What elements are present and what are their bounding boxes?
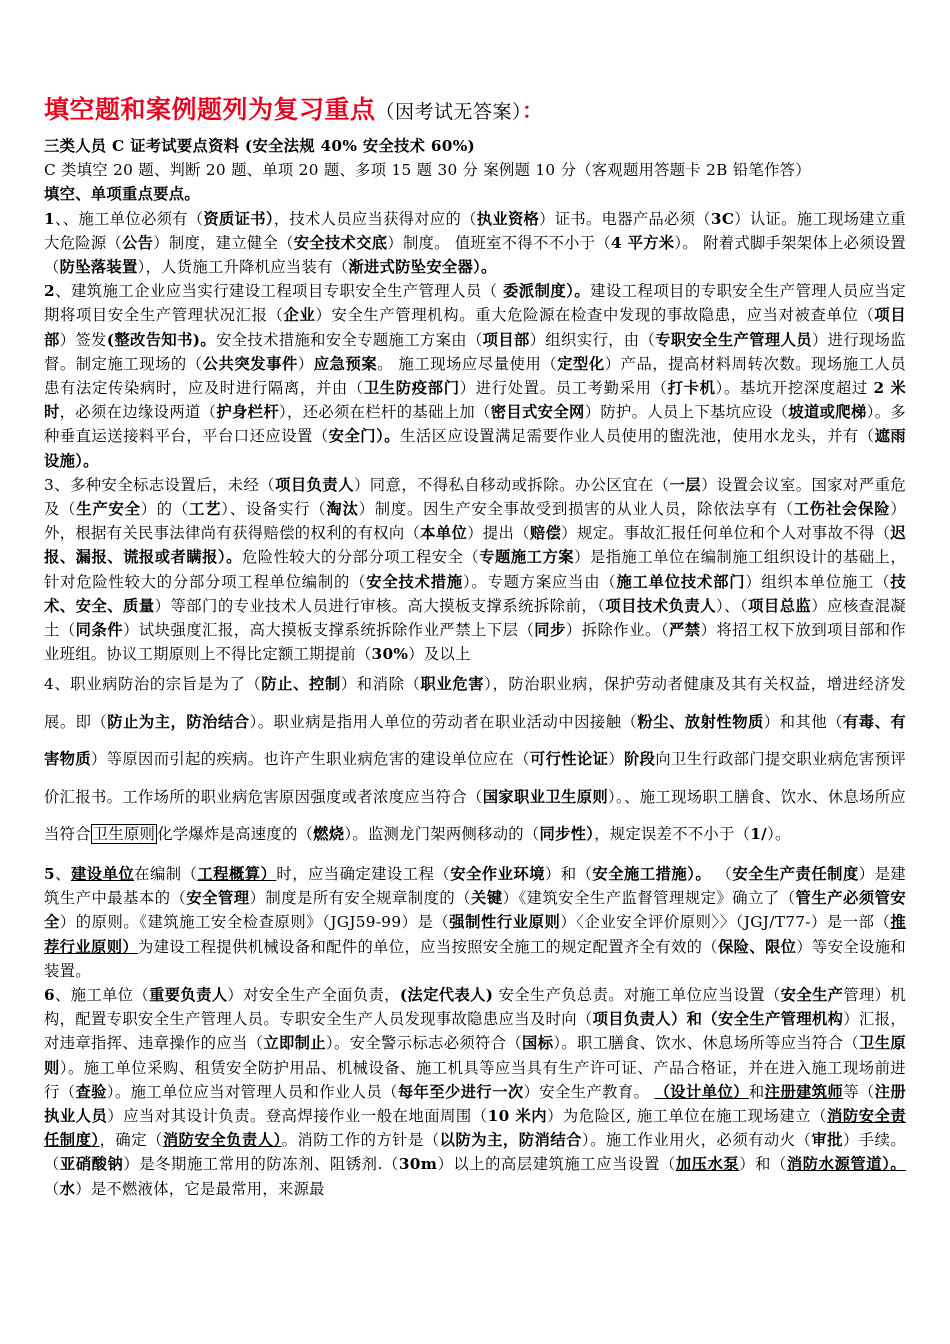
body-text: ） xyxy=(297,354,314,373)
answer-text: 审批 xyxy=(811,1131,843,1150)
answer-text: 同步 xyxy=(534,621,566,640)
body-text: 、 xyxy=(54,864,71,883)
answer-text: 国家职业卫生原则 xyxy=(482,787,609,806)
body-text: ）和（ xyxy=(545,864,593,883)
answer-text: 国标 xyxy=(522,1034,554,1053)
body-text: ）。施工单位采购、租赁安全防护用品、机械设备、施工机具等应当具有生产许可证、产品合格证，并在进入施工现场前进行（ xyxy=(44,1058,906,1101)
answer-text: 4 平方米 xyxy=(611,233,675,252)
body-text: ）进行处置。员工考勤采用（ xyxy=(459,379,668,398)
body-text: （ xyxy=(711,864,733,883)
body-text: ）等原因而引起的疾病。也许产生职业病危害的建设单位应在（ xyxy=(91,750,530,769)
answer-text: 安全生产 xyxy=(780,985,844,1004)
body-text: ）和其他（ xyxy=(763,712,843,731)
body-text: ）组织本单位施工（ xyxy=(745,572,891,591)
body-text: ），还必须在栏杆的基础上加（ xyxy=(279,403,491,422)
paragraph-p5 xyxy=(44,862,906,983)
answer-text: 注册建筑师 xyxy=(764,1082,844,1101)
body-text: ）及以上 xyxy=(408,645,471,664)
answer-text: 企业 xyxy=(283,306,316,325)
body-text: ）、设备实行（ xyxy=(221,500,327,519)
answer-text: 工艺 xyxy=(189,500,222,519)
answer-text: （设计单位） xyxy=(654,1082,749,1101)
body-text: ）和消除（ xyxy=(340,675,421,694)
answer-text: 安全管理 xyxy=(186,889,250,908)
body-text: 卫生原则 xyxy=(92,825,156,844)
answer-text: 同步性） xyxy=(539,825,595,844)
body-text: ）应核查混凝土（ xyxy=(44,596,906,640)
body-text: ）同意，不得私自移动或拆除。办公区宜在（ xyxy=(353,475,670,494)
paragraph-p2 xyxy=(44,279,906,473)
body-text: ），防治职业病，保护劳动者健康及其有关权益，增进经济发展。即（ xyxy=(44,675,906,731)
answer-text: 建设单位 xyxy=(70,864,135,883)
answer-text: 工程概算） xyxy=(197,864,277,883)
answer-text: 执业资格 xyxy=(476,209,540,228)
document-title xyxy=(44,92,906,130)
answer-text: 强制性行业原则 xyxy=(449,913,561,932)
body-text: ）汇报，对违章指挥、违章操作的应当（ xyxy=(44,1010,906,1053)
body-text: ）以上的高层建筑施工应当设置（ xyxy=(437,1155,676,1174)
body-text: ）制度，建立健全（ xyxy=(153,233,294,252)
body-text: ）。施工单位应当对管理人员和作业人员（ xyxy=(106,1082,398,1101)
body-text: ）等部门的专业技术人员进行审核。高大摸板支撑系统拆除前，（ xyxy=(154,596,606,615)
body-text: ）。安全警示标志必须符合（ xyxy=(326,1034,523,1053)
body-text: 向卫生行政部门提交职业病危害预评价汇报书。工作场所的职业病危害原因强度或者浓度应当符合（ xyxy=(44,750,907,806)
answer-text: 以防为主，防消结合 xyxy=(439,1131,582,1150)
answer-text: 委派制度）。 xyxy=(502,282,591,301)
body-text: ）《建筑安全生产监督管理规定》确立了（ xyxy=(502,889,796,908)
answer-text: 3C xyxy=(710,209,735,228)
answer-text: 一层 xyxy=(669,475,702,494)
answer-text: 查验 xyxy=(75,1082,107,1101)
answer-text: 卫生原则 xyxy=(44,1034,906,1077)
intro-line-1: 三类人员 C 证考试要点资料 (安全法规 40% 安全技术 60%) xyxy=(44,137,476,155)
body-text: ）。监测龙门架两侧移动的（ xyxy=(344,825,540,844)
answer-text: 亚硝酸钠 xyxy=(59,1155,124,1174)
body-text: 安全技术措施和安全专题施工方案由（ xyxy=(216,330,483,349)
answer-text: 项目部 xyxy=(482,330,530,349)
answer-text: 粉尘、放射性物质 xyxy=(637,712,764,731)
body-text: 建设工程项目的专职安全生产管理人员应当定期将项目安全生产管理状况汇报（ xyxy=(44,282,906,325)
answer-text: 项目总监 xyxy=(748,596,812,615)
body-text: ）。多种垂直运送接料平台，平台口还应设置（ xyxy=(44,403,906,446)
answer-text: 安全技术交底 xyxy=(293,233,388,252)
body-text: ）将招工权下放到项目部和作业班组。协议工期原则上不得比定额工期提前（ xyxy=(44,621,906,664)
body-text: ）。、施工现场职工膳食、饮水、休息场所应当符合 xyxy=(44,787,907,844)
answer-text: 资质证书） xyxy=(203,209,274,228)
body-text: ）。 附着式脚手架架体上必须设置（ xyxy=(44,233,906,277)
body-text: 和 xyxy=(748,1082,765,1101)
answer-text: 项目技术负责人 xyxy=(605,596,716,615)
answer-text: (法定代表人) xyxy=(399,985,494,1004)
answer-text: 安全技术措施 xyxy=(366,572,463,591)
body-text: 、施工单位（ xyxy=(54,985,150,1004)
answer-text: 施工单位技术部门 xyxy=(616,572,746,591)
body-text: ）的（ xyxy=(140,500,190,519)
answer-text: 应急预案 xyxy=(313,354,378,373)
body-text: ）。基坑开挖深度超过 xyxy=(715,379,874,398)
body-text: ）对安全生产全面负责， xyxy=(227,985,400,1004)
body-text: ）产品，提高材料周转次数。现场施工人员患有法定传染病时，应及时进行隔离，并由（ xyxy=(44,354,906,398)
body-text: ）等安全设施和装置。 xyxy=(44,937,906,980)
answer-text: 项目负责人）和（安全生产管理机构 xyxy=(592,1010,844,1029)
body-text: ，确定（ xyxy=(99,1131,163,1150)
answer-text: 可行性论证 xyxy=(529,750,609,769)
answer-text: 管生产必须管安全 xyxy=(44,889,907,932)
answer-text: 5 xyxy=(44,864,55,883)
body-text: 、、施工单位必须有（ xyxy=(54,209,204,228)
body-text: ）签发 xyxy=(59,330,107,349)
paragraph-p6 xyxy=(44,983,906,1201)
answer-text: 同条件 xyxy=(75,621,124,640)
answer-text: 1 xyxy=(44,209,55,228)
body-text: 时，应当确定建设工程（ xyxy=(276,864,451,883)
body-text: ）拆除作业。（ xyxy=(565,621,669,640)
answer-text: 本单位 xyxy=(420,524,468,543)
answer-text: 燃烧 xyxy=(313,825,345,844)
body-text: ）制度。 值班室不得不不小于（ xyxy=(387,233,611,252)
intro-line-2: C 类填空 20 题、判断 20 题、单项 20 题、多项 15 题 30 分 案例题 10 分（客观题用答题卡 2B 铅笔作答） xyxy=(44,161,811,180)
body-text: 等（ xyxy=(843,1082,875,1101)
answer-text: 迟报、漏报、谎报或者瞒报）。 xyxy=(44,524,907,567)
body-text: ）和（ xyxy=(739,1155,787,1174)
answer-text: 30% xyxy=(371,645,409,664)
body-text: ）为危险区, 施工单位在施工现场建立（ xyxy=(547,1107,827,1125)
body-text: 生活区应设置满足需要作业人员使用的盥洗池，使用水龙头，并有（ xyxy=(400,427,875,446)
answer-text: 赔偿 xyxy=(529,524,562,543)
answer-text: 保险、限位 xyxy=(717,937,797,956)
answer-text: 注册执业人员 xyxy=(44,1082,906,1125)
body-text: 为建设工程提供机械设备和配件的单位，应当按照安全施工的规定配置齐全有效的（ xyxy=(138,937,718,956)
answer-text: 职业危害 xyxy=(420,675,485,694)
paragraph-p4 xyxy=(44,666,906,854)
body-text: ）是冬期施工常用的防冻剂、阻锈剂.（ xyxy=(123,1155,399,1174)
answer-text: 严禁 xyxy=(668,621,701,640)
body-text: ）是不燃液体，它是最常用，来源最 xyxy=(75,1179,325,1198)
answer-text: 安全作业环境 xyxy=(450,864,546,883)
answer-text: 30m xyxy=(398,1155,438,1174)
answer-text: 遮雨设施）。 xyxy=(44,427,906,470)
body-text: 。消防工作的方针是（ xyxy=(281,1131,440,1150)
answer-text: 卫生防疫部门 xyxy=(363,379,460,398)
body-text: ）制度。因生产安全事故受到损害的从业人员，除依法享有（ xyxy=(358,500,794,519)
answer-text: 消防水源管道）。 xyxy=(786,1155,907,1174)
answer-text: 渐进式防坠安全器）。 xyxy=(348,258,497,277)
paragraph-p1 xyxy=(44,207,906,280)
body-text: ，规定误差不不小于（ xyxy=(594,825,751,844)
answer-text: 消防安全责任制度） xyxy=(44,1107,906,1150)
answer-text: 技术、安全、质量 xyxy=(44,572,906,615)
body-text: ）提出（ xyxy=(467,524,530,543)
answer-text: 淘汰 xyxy=(326,500,359,519)
body-text: 在编制（ xyxy=(134,864,198,883)
answer-text: 2 米时 xyxy=(44,379,906,422)
answer-text: 定型化 xyxy=(557,354,605,373)
body-text: ）安全生产管理机构。重大危险源在检查中发现的事故隐患，应当对被查单位（ xyxy=(315,306,875,325)
answer-text: 公共突发事件 xyxy=(202,354,298,373)
body-text: ）制度是所有安全规章制度的（ xyxy=(249,889,472,908)
answer-text: 防坠落装置 xyxy=(59,258,138,277)
answer-text: 护身栏杆 xyxy=(216,403,280,422)
answer-text: 密目式安全网 xyxy=(490,403,585,422)
answer-text: 1/ xyxy=(750,825,768,844)
body-text: ）。职工膳食、饮水、休息场所等应当符合（ xyxy=(553,1034,860,1053)
body-text: 危险性较大的分部分项工程安全（ xyxy=(241,548,480,567)
body-text: ）是指施工单位在编制施工组织设计的基础上，针对危险性较大的分部分项工程单位编制的（ xyxy=(44,548,906,591)
body-text: 、建筑施工企业应当实行建设工程项目专职安全生产管理人员（ xyxy=(54,282,503,301)
answer-text: 有毒、有害物质 xyxy=(44,712,906,769)
body-text: ）的原则。《建筑施工安全检查原则》（JGJ59-99）是（ xyxy=(59,913,450,932)
body-text: ）。专题方案应当由（ xyxy=(462,572,617,591)
answer-text: 重要负责人 xyxy=(149,985,228,1004)
answer-text: (整改告知书)。 xyxy=(106,330,217,349)
answer-text: 公告 xyxy=(122,233,154,252)
body-text: ）是建筑生产中最基本的（ xyxy=(44,864,906,908)
body-text: 化学爆炸是高速度的（ xyxy=(157,825,314,844)
answer-text: 安全生产责任制度 xyxy=(732,864,859,883)
answer-text: 专职安全生产管理人员 xyxy=(655,330,812,349)
answer-text: 项目部 xyxy=(44,306,906,349)
body-text: ）认证。施工现场建立重大危险源（ xyxy=(44,209,906,252)
body-text: ） xyxy=(608,750,624,769)
intro-line-3: 填空、单项重点要点。 xyxy=(44,185,200,204)
body-text: ）。 xyxy=(767,825,791,844)
body-text: ，必须在边缘设两道（ xyxy=(59,403,217,422)
body-text: 安全生产负总责。对施工单位应当设置（ xyxy=(493,985,781,1004)
body-text: ）安全生产教育。 xyxy=(523,1082,655,1101)
answer-text: 6 xyxy=(44,985,55,1004)
answer-text: 坡道或爬梯 xyxy=(788,403,867,422)
body-text: ）证书。电器产品必须（ xyxy=(539,209,711,228)
body-text: ，技术人员应当获得对应的（ xyxy=(273,209,477,228)
body-text: ）。职业病是指用人单位的劳动者在职业活动中因接触（ xyxy=(249,712,638,731)
document-page xyxy=(44,92,906,1201)
answer-text: 推荐行业原则） xyxy=(44,913,906,956)
body-text: ）规定。事故汇报任何单位和个人对事故不得（ xyxy=(561,524,891,543)
body-text: ）。施工作业用火，必须有动火（ xyxy=(581,1131,812,1150)
body-text: 。 施工现场应尽量使用（ xyxy=(377,354,558,373)
answer-text: 生产安全 xyxy=(76,500,141,519)
body-text: ）、（ xyxy=(716,596,749,615)
answer-text: 专题施工方案 xyxy=(479,548,575,567)
body-text: 管理）机构，配置专职安全生产管理人员。专职安全生产人员发现事故隐患应当及时向（ xyxy=(44,985,906,1029)
paragraph-p3 xyxy=(44,473,906,667)
answer-text: 加压水泵 xyxy=(675,1155,740,1174)
title-main: 填空题和案例题列为复习重点 xyxy=(44,95,376,124)
body-text: ）试块强度汇报，高大摸板支撑系统拆除作业严禁上下层（ xyxy=(123,621,535,640)
body-text: 4、职业病防治的宗旨是为了（ xyxy=(44,675,262,694)
answer-text: 2 xyxy=(44,282,55,301)
answer-text: 安全门）。 xyxy=(328,427,401,446)
body-text: ）〈企业安全评价原则〉〉（JGJ/T77-）是一部（ xyxy=(560,913,891,932)
title-colon: ： xyxy=(522,98,544,123)
answer-text: 安全施工措施）。 xyxy=(592,864,712,883)
paragraph-list xyxy=(44,207,906,1201)
body-text: ）防护。人员上下基坑应设（ xyxy=(584,403,789,422)
answer-text: 水 xyxy=(59,1179,76,1198)
body-text: （ xyxy=(44,1179,60,1198)
body-text: ）设置会议室。国家对严重危及（ xyxy=(44,475,906,519)
answer-text: 工伤社会保险 xyxy=(793,500,891,519)
answer-text: 立即制止 xyxy=(263,1034,327,1053)
answer-text: 打卡机 xyxy=(667,379,716,398)
answer-text: 阶段 xyxy=(623,750,656,769)
body-text: 3、多种安全标志设置后，未经（ xyxy=(44,475,276,494)
body-text: ）进行现场监督。制定施工现场的（ xyxy=(44,330,906,373)
body-text: ），人货施工升降机应当装有（ xyxy=(137,258,349,277)
answer-text: 10 米内 xyxy=(487,1107,548,1125)
body-text: ）组织实行，由（ xyxy=(529,330,656,349)
answer-text: 消防安全负责人） xyxy=(162,1131,282,1150)
answer-text: 防止为主，防治结合 xyxy=(107,712,250,731)
body-text: ）应当对其设计负责。登高焊接作业一般在地面周围（ xyxy=(107,1107,488,1125)
answer-text: 每年至少进行一次 xyxy=(397,1082,524,1101)
answer-text: 关键 xyxy=(471,889,503,908)
answer-text: 项目负责人 xyxy=(275,475,354,494)
answer-text: 防止、控制 xyxy=(261,675,341,694)
body-text: ）外，根据有关民事法律尚有获得赔偿的权利的有权向（ xyxy=(44,500,906,543)
body-text: ）手续。（ xyxy=(44,1131,906,1174)
title-note: （因考试无答案） xyxy=(375,101,523,123)
